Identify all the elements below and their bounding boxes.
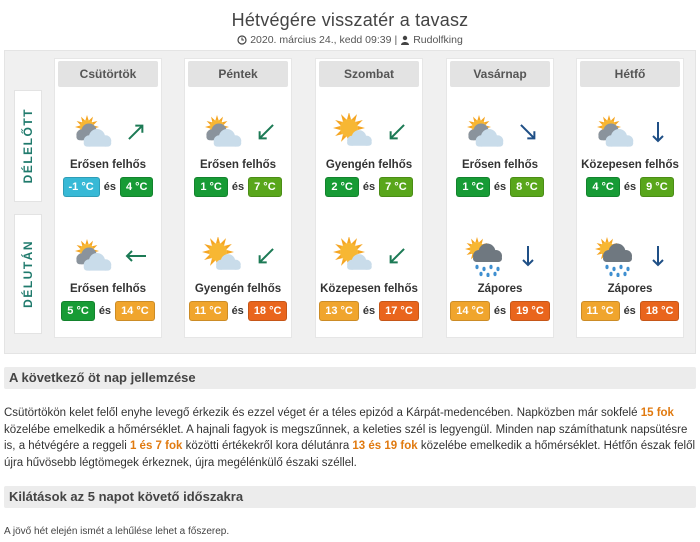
weather-description: Erősen felhős [69, 159, 147, 171]
weather-description: Erősen felhős [199, 159, 277, 171]
partly-cloudy-icon [593, 113, 637, 153]
wind-direction-icon [645, 119, 671, 145]
day-name: Szombat [319, 61, 419, 87]
sun-cloud-icon [332, 237, 376, 277]
temp-max-badge: 8 °C [510, 177, 544, 197]
weather-description: Közepesen felhős [320, 283, 418, 295]
forecast-afternoon [55, 235, 161, 345]
day-name: Hétfő [580, 61, 680, 87]
wind-direction-icon [384, 119, 410, 145]
rain-shower-icon [463, 237, 507, 277]
temperature-range [577, 177, 683, 197]
page-title: Hétvégére visszatér a tavasz [231, 10, 469, 30]
meta-separator: | [394, 34, 398, 46]
forecast-afternoon [316, 235, 422, 345]
desc-highlight-2: 1 és 7 fok [129, 440, 183, 452]
temp-max-badge: 7 °C [248, 177, 282, 197]
weather-description: Erősen felhős [461, 159, 539, 171]
temp-connector: és [493, 305, 507, 317]
publish-date: 2020. március 24., kedd 09:39 [250, 34, 392, 46]
temp-min-badge: 5 °C [61, 301, 95, 321]
temp-max-badge: 18 °C [248, 301, 288, 321]
temp-max-badge: 14 °C [115, 301, 155, 321]
desc-text-1: Csütörtökön kelet felől enyhe levegő érkezik és ezzel véget ér a téles epizód a Kárpát-medencében. Napközben már sokfelé [4, 407, 641, 419]
wind-direction-icon [515, 119, 541, 145]
temp-connector: és [231, 181, 245, 193]
temperature-range [447, 301, 553, 321]
temp-min-badge: -1 °C [63, 177, 100, 197]
partly-cloudy-icon [71, 113, 115, 153]
day-card [446, 58, 554, 338]
article-meta [0, 34, 700, 46]
author-link[interactable]: Rudolfking [413, 34, 463, 46]
article-header [0, 10, 700, 46]
temperature-range [316, 301, 422, 321]
day-card [315, 58, 423, 338]
wind-direction-icon [515, 243, 541, 269]
partly-cloudy-icon [71, 237, 115, 277]
temperature-range [185, 177, 291, 197]
wind-direction-icon [253, 243, 279, 269]
desc-text-4: közelébe emelkedik a hőmérséklet. Hétfőn észak felől újra hűvösebb légtömegek érkeznek, újra megélénkülő északi széllel. [4, 440, 696, 469]
temp-max-badge: 17 °C [379, 301, 419, 321]
sun-cloud-icon [332, 113, 376, 153]
temp-connector: és [623, 305, 636, 317]
weather-description: Zápores [477, 283, 523, 295]
user-icon [400, 35, 410, 45]
clock-icon [237, 35, 247, 45]
desc-highlight-3: 13 és 19 fok [352, 440, 418, 452]
wind-direction-icon [123, 243, 149, 269]
temperature-range [185, 301, 291, 321]
temperature-range [316, 177, 422, 197]
day-card [576, 58, 684, 338]
temp-connector: és [98, 305, 112, 317]
temp-connector: és [231, 305, 244, 317]
forecast-morning [55, 111, 161, 221]
temp-max-badge: 19 °C [510, 301, 550, 321]
temperature-range [447, 177, 553, 197]
day-name: Vasárnap [450, 61, 550, 87]
temp-connector: és [493, 181, 507, 193]
forecast-morning [185, 111, 291, 221]
forecast-morning [447, 111, 553, 221]
forecast-afternoon [185, 235, 291, 345]
temperature-range [577, 301, 683, 321]
partly-cloudy-icon [201, 113, 245, 153]
row-label-morning-text: DÉLELŐTT [21, 108, 35, 184]
weather-description: Zápores [607, 283, 653, 295]
row-label-afternoon [14, 214, 42, 334]
forecast-afternoon [577, 235, 683, 345]
day-card [54, 58, 162, 338]
sun-cloud-icon [201, 237, 245, 277]
weather-description: Közepesen felhős [581, 159, 679, 171]
weather-description: Gyengén felhős [194, 283, 282, 295]
rain-shower-icon [593, 237, 637, 277]
temp-max-badge: 9 °C [640, 177, 674, 197]
section-heading-outlook: Kilátások az 5 napot követő időszakra [4, 486, 696, 508]
desc-text-3: közötti értékekről kora délutánra [182, 440, 353, 452]
day-card [184, 58, 292, 338]
temp-min-badge: 11 °C [189, 301, 228, 321]
temp-min-badge: 1 °C [456, 177, 490, 197]
row-label-morning [14, 90, 42, 202]
temp-min-badge: 4 °C [586, 177, 620, 197]
wind-direction-icon [253, 119, 279, 145]
temp-connector: és [103, 181, 116, 193]
temp-max-badge: 4 °C [120, 177, 154, 197]
section-heading-next-five-days: A következő öt nap jellemzése [4, 367, 696, 389]
temp-min-badge: 1 °C [194, 177, 228, 197]
wind-direction-icon [123, 119, 149, 145]
temp-min-badge: 11 °C [581, 301, 620, 321]
temp-connector: és [362, 305, 376, 317]
temp-min-badge: 14 °C [450, 301, 490, 321]
wind-direction-icon [384, 243, 410, 269]
temp-connector: és [362, 181, 376, 193]
desc-highlight-1: 15 fok [640, 407, 674, 419]
wind-direction-icon [645, 243, 671, 269]
temp-max-badge: 18 °C [640, 301, 680, 321]
temp-min-badge: 2 °C [325, 177, 359, 197]
forecast-morning [577, 111, 683, 221]
weather-description: Erősen felhős [69, 283, 147, 295]
outlook-text: A jövő hét elején ismét a lehűlése lehet a főszerep. [4, 526, 230, 537]
forecast-description [4, 405, 696, 471]
temp-max-badge: 7 °C [379, 177, 413, 197]
temp-connector: és [623, 181, 637, 193]
temp-min-badge: 13 °C [319, 301, 359, 321]
forecast-afternoon [447, 235, 553, 345]
desc-text-2: közelébe emelkedik a hőmérséklet. A hajnali fagyok is megszűnnek, a keleties szél is legyengül. Minden nap számíthatunk napsütésre is, a hétvégére a reggeli [4, 423, 688, 452]
row-label-afternoon-text: DÉLUTÁN [21, 240, 35, 308]
temperature-range [55, 177, 161, 197]
forecast-morning [316, 111, 422, 221]
weather-description: Gyengén felhős [325, 159, 413, 171]
temperature-range [55, 301, 161, 321]
partly-cloudy-icon [463, 113, 507, 153]
day-name: Csütörtök [58, 61, 158, 87]
day-name: Péntek [188, 61, 288, 87]
